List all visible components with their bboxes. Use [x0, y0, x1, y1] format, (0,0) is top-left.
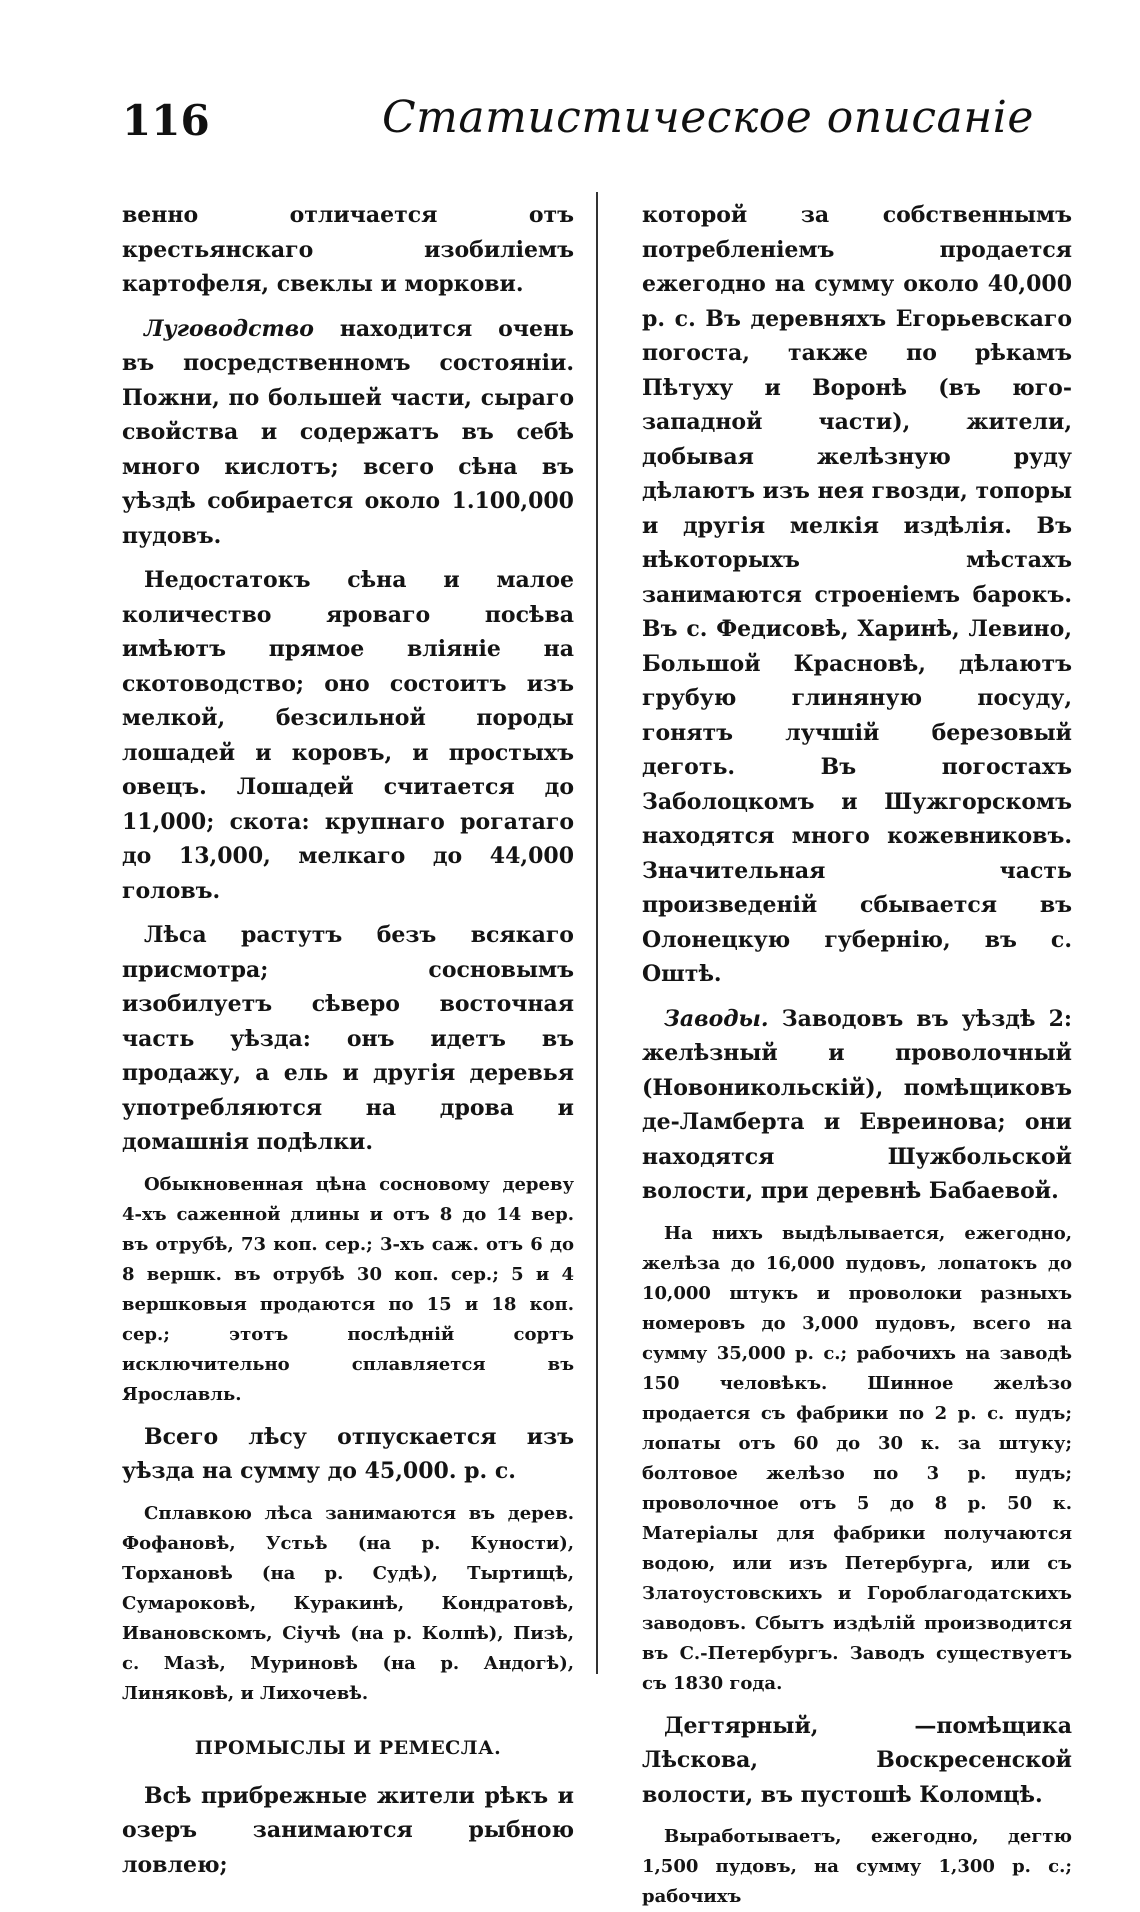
paragraph-meadows-text: находится очень въ посредственномъ состояніи. Пожни, по большей части, сыраго свойства и содержатъ въ себѣ много кислотъ; всего сѣна въ уѣздѣ собирается около 1.100,000 пудовъ.: [122, 315, 574, 549]
note-factory-output: На нихъ выдѣлывается, ежегодно, желѣза до 16,000 пудовъ, лопатокъ до 10,000 штукъ и проволоки разныхъ номеровъ до 3,000 пудовъ, всего на сумму 35,000 р. с.; рабочихъ на заводѣ 150 человѣкъ. Шинное желѣзо продается съ фабрики по 2 р. с. пудъ; лопаты отъ 60 до 30 к. за штуку; болтовое желѣзо по 3 р. пудъ; проволочное отъ 5 до 8 р. 50 к. Матеріалы для фабрики получаются водою, или изъ Петербурга, или съ Златоустовскихъ и Гороблагодатскихъ заводовъ. Сбытъ издѣлій производится въ С.-Петербургъ. Заводъ существуетъ съ 1830 года.: [642, 1222, 1072, 1694]
note-timber-rafting: Сплавкою лѣса занимаются въ дерев. Фофановѣ, Устьѣ (на р. Куности), Торхановѣ (на р. Судѣ), Тыртищѣ, Сумароковѣ, Куракинѣ, Кондратовѣ, Ивановскомъ, Сіучѣ (на р. Колпѣ), Пизѣ, с. Мазѣ, Муриновѣ (на р. Андогѣ), Линяковѣ, и Лихочевѣ.: [122, 1502, 574, 1704]
paragraph-crafts: которой за собственнымъ потребленіемъ продается ежегодно на сумму около 40,000 р. с. Въ деревняхъ Егорьевскаго погоста, также по рѣкамъ Пѣтуху и Воронѣ (въ юго-западной части), жители, добывая желѣзную руду дѣлаютъ изъ нея гвозди, топоры и другія мелкія издѣлія. Въ нѣкоторыхъ мѣстахъ занимаются строеніемъ барокъ. Въ с. Федисовѣ, Харинѣ, Левино, Большой Красновѣ, дѣлаютъ грубую глиняную посуду, гонятъ лучшій березовый деготь. Въ погостахъ Заболоцкомъ и Шужгорскомъ находятся много кожевниковъ. Значительная часть произведеній сбывается въ Олонецкую губернію, въ с. Оштѣ.: [642, 202, 1072, 987]
note-timber-prices: Обыкновенная цѣна сосновому дереву 4-хъ саженной длины и отъ 8 до 14 вер. въ отрубѣ, 73 коп. сер.; 3-хъ саж. отъ 6 до 8 вершк. въ отрубѣ 30 коп. сер.; 5 и 4 вершковыя продаются по 15 и 18 коп. сер.; этотъ послѣдній сортъ исключительно сплавляется въ Ярославль.: [122, 1173, 574, 1405]
paragraph-meadows: [122, 312, 574, 554]
paragraph-factories: [642, 1002, 1072, 1209]
paragraph-fishing: Всѣ прибрежные жители рѣкъ и озеръ занимаются рыбною ловлею;: [122, 1782, 574, 1878]
paragraph-forests: Лѣса растутъ безъ всякаго присмотра; сосновымъ изобилуетъ сѣверо восточная часть уѣзда: онъ идетъ въ продажу, а ель и другія деревья употребляются на дрова и домашнія подѣлки.: [122, 922, 574, 1155]
paragraph-timber-total: Всего лѣсу отпускается изъ уѣзда на сумму до 45,000. р. с.: [122, 1423, 574, 1484]
paragraph-livestock: Недостатокъ сѣна и малое количество яроваго посѣва имѣютъ прямое вліяніе на скотоводство; оно состоитъ изъ мелкой, безсильной породы лошадей и коровъ, и простыхъ овецъ. Лошадей считается до 11,000; скота: крупнаго рогатаго до 13,000, мелкаго до 44,000 головъ.: [122, 567, 574, 904]
right-column: [642, 198, 1072, 1912]
section-heading-trades: ПРОМЫСЛЫ И РЕМЕСЛА.: [194, 1736, 502, 1759]
section-lead-meadows: Луговодство: [144, 315, 314, 342]
left-column: [122, 198, 574, 1882]
running-title: Статистическое описаніе: [382, 92, 1034, 143]
paragraph-intro: венно отличается отъ крестьянскаго изобиліемъ картофеля, свеклы и моркови.: [122, 202, 574, 297]
note-tar-output: Выработываетъ, ежегодно, дегтю 1,500 пудовъ, на сумму 1,300 р. с.; рабочихъ: [642, 1826, 1072, 1907]
paragraph-factories-text: Заводовъ въ уѣздѣ 2: желѣзный и проволочный (Новоникольскій), помѣщиковъ де-Ламберта и Евреинова; они находятся Шужбольской волости, при деревнѣ Бабаевой.: [642, 1005, 1072, 1204]
paragraph-tar-works: Дегтярный, —помѣщика Лѣскова, Воскресенской волости, въ пустошѣ Коломцѣ.: [642, 1712, 1072, 1808]
page-number: 116: [122, 96, 210, 145]
column-divider: [596, 192, 598, 1674]
section-lead-factories: Заводы.: [664, 1005, 769, 1032]
page-header: [0, 92, 1140, 162]
